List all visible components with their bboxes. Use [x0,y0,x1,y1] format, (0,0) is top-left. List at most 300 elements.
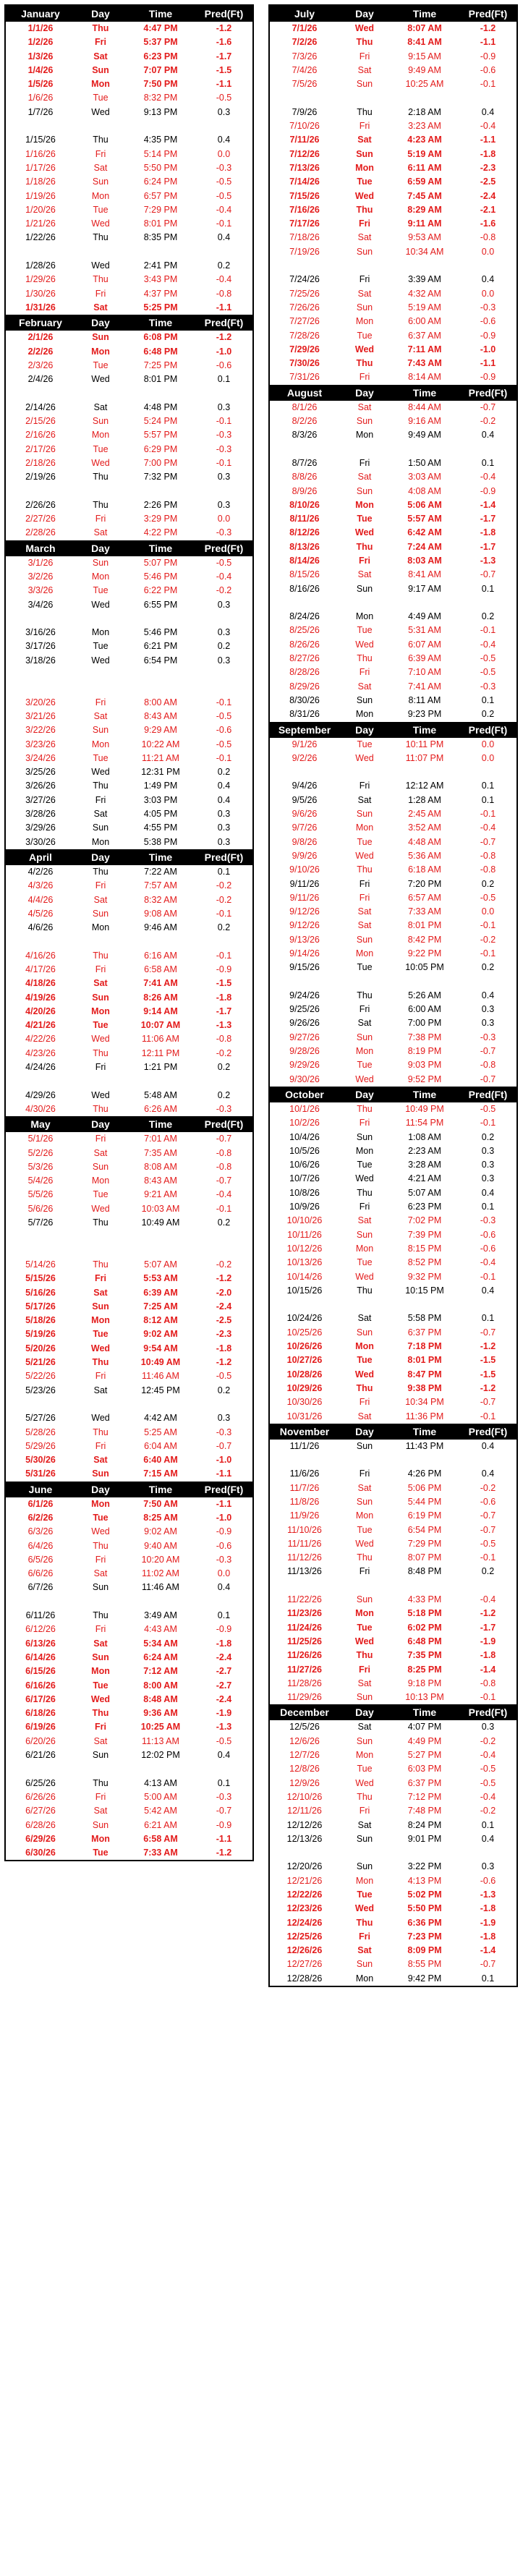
tide-row [270,1537,516,1551]
tide-date: 5/19/26 [25,1329,56,1340]
column-header-pred: Pred(Ft) [204,542,244,554]
tide-time: 8:55 PM [407,1959,442,1970]
tide-date: 4/19/26 [25,992,56,1003]
tide-day: Thu [357,1187,373,1198]
tide-prediction: 0.0 [481,246,495,257]
tide-date: 2/4/26 [27,374,54,385]
tide-row [6,91,252,105]
tide-prediction: 0.1 [481,794,495,805]
tide-time: 1:21 PM [143,1062,178,1073]
tide-day: Fri [359,1806,370,1816]
month-header [270,6,516,22]
tide-row [6,331,252,344]
tide-day: Wed [355,639,374,650]
tide-row [6,428,252,442]
tide-time: 5:07 AM [408,1187,441,1198]
tide-prediction: -2.7 [216,1666,232,1677]
tide-day: Sat [93,1385,108,1395]
tide-date: 12/21/26 [286,1875,323,1886]
tide-date: 8/25/26 [289,625,320,636]
tide-prediction: -1.8 [480,527,496,538]
month-section [270,385,516,722]
tide-time: 8:35 PM [143,232,178,243]
tide-prediction: -0.4 [216,571,232,582]
tide-prediction: 0.0 [217,1568,231,1579]
tide-day: Thu [93,472,109,483]
tide-time: 5:44 PM [407,1496,442,1507]
tide-row [270,989,516,1003]
tide-prediction: 0.2 [217,1062,231,1073]
tide-date: 12/23/26 [286,1903,323,1914]
tide-time: 5:19 AM [408,302,441,313]
tide-time: 9:16 AM [408,416,441,427]
tide-prediction: -0.1 [480,1118,496,1128]
tide-time: 9:42 PM [407,1973,442,1984]
tide-date: 6/27/26 [25,1806,56,1816]
tide-row [270,1045,516,1058]
tide-time: 2:18 AM [408,106,441,117]
tide-day: Fri [359,781,370,791]
tide-row [270,794,516,807]
tide-date: 2/3/26 [27,360,54,370]
tide-day: Mon [355,611,374,622]
tide-day: Fri [95,1624,106,1635]
tide-row [270,1509,516,1523]
blank-row [6,612,252,626]
tide-date: 6/28/26 [25,1819,56,1830]
tide-time: 8:14 AM [408,372,441,383]
tide-row [270,752,516,765]
tide-date: 6/2/26 [27,1512,54,1523]
tide-date: 3/24/26 [25,752,56,763]
tide-prediction: 0.3 [217,822,231,833]
tide-date: 6/21/26 [25,1750,56,1761]
tide-time: 9:46 AM [144,922,177,933]
tide-time: 5:25 PM [143,302,178,313]
tide-row [6,1314,252,1327]
tide-time: 6:04 AM [144,1440,177,1451]
tide-day: Sun [356,1229,373,1240]
tide-row [6,526,252,540]
blank-row [270,975,516,989]
tide-date: 6/11/26 [25,1610,56,1621]
tide-day: Sun [356,302,373,313]
tide-row [270,1720,516,1734]
tide-day: Tue [357,1355,373,1366]
tide-date: 2/27/26 [25,514,56,524]
tide-day: Mon [355,316,374,327]
tide-date: 10/1/26 [289,1103,320,1114]
month-section [6,1116,252,1481]
tide-row [6,1272,252,1285]
tide-day: Tue [93,1512,109,1523]
tide-time: 7:50 PM [143,79,178,90]
tide-row [6,359,252,373]
tide-row [270,1565,516,1578]
tide-time: 8:24 PM [407,1819,442,1830]
tide-date: 5/1/26 [27,1134,54,1144]
tide-date: 1/3/26 [27,51,54,61]
column-header-time: Time [148,851,173,863]
tide-prediction: -0.1 [216,908,232,919]
column-header-pred: Pred(Ft) [468,1425,508,1437]
tide-time: 8:03 AM [407,555,442,566]
tide-date: 6/25/26 [25,1777,56,1788]
tide-time: 6:57 PM [143,190,178,201]
tide-day: Tue [93,204,109,215]
tide-prediction: -1.1 [480,135,496,145]
tide-row [270,877,516,891]
tide-time: 11:36 PM [405,1411,444,1421]
tide-row [6,273,252,286]
tide-prediction: -1.3 [216,1020,232,1031]
tide-prediction: -1.2 [480,23,496,33]
tide-row [270,905,516,919]
tide-day: Mon [91,1833,110,1844]
tide-row [6,77,252,91]
tide-time: 3:49 AM [144,1610,177,1621]
tide-time: 4:33 PM [407,1594,442,1605]
tide-row [270,50,516,64]
tide-time: 6:23 PM [407,1202,442,1212]
tide-row [6,991,252,1005]
tide-day: Sat [357,920,372,931]
tide-time: 10:22 AM [141,739,180,749]
tide-date: 6/19/26 [25,1722,56,1733]
tide-day: Fri [95,1371,106,1382]
tide-prediction: -1.2 [216,1273,232,1284]
tide-date: 10/12/26 [286,1243,323,1254]
tide-time: 5:58 PM [407,1313,442,1324]
tide-date: 6/20/26 [25,1735,56,1746]
tide-prediction: -0.8 [480,850,496,861]
tide-prediction: -0.3 [480,302,496,313]
tide-row [270,933,516,947]
tide-time: 9:36 AM [143,1708,178,1719]
tide-day: Mon [91,346,110,357]
tide-date: 12/12/26 [286,1819,323,1830]
tide-prediction: -0.5 [480,1538,496,1549]
tide-date: 11/11/26 [287,1538,322,1549]
tide-prediction: -0.1 [480,1411,496,1421]
tide-row [6,345,252,359]
tide-date: 10/5/26 [289,1145,320,1156]
tide-day: Thu [357,1791,373,1802]
tide-row [6,259,252,273]
tide-row [6,1188,252,1202]
tide-date: 12/28/26 [286,1973,323,1984]
tide-time: 11:21 AM [142,752,179,763]
tide-time: 12:02 PM [141,1750,180,1761]
tide-row [6,1819,252,1832]
tide-date: 9/1/26 [292,739,318,749]
tide-prediction: 0.1 [217,866,231,877]
tide-time: 9:11 AM [407,218,442,229]
tide-row [270,133,516,147]
tide-time: 7:00 PM [407,1018,442,1029]
tide-time: 4:07 PM [407,1722,442,1733]
tide-prediction: -0.4 [216,274,232,285]
blank-row [270,1453,516,1467]
tide-time: 6:58 AM [144,964,177,974]
tide-row [6,1047,252,1060]
tide-row [270,148,516,161]
tide-date: 4/30/26 [25,1103,56,1114]
tide-row [6,1467,252,1481]
tide-row [270,217,516,231]
tide-day: Sat [357,135,372,145]
tide-date: 7/17/26 [289,218,320,229]
tide-prediction: 0.3 [217,1413,231,1424]
tide-row [270,638,516,652]
tide-row [6,456,252,470]
tide-day: Mon [91,1666,110,1677]
tide-time: 5:00 AM [144,1791,177,1802]
tide-row [270,779,516,793]
tide-day: Sun [356,416,373,427]
tide-day: Thu [356,37,373,48]
tide-row [270,1073,516,1087]
tide-prediction: -0.8 [480,1678,496,1688]
tide-prediction: 0.3 [217,599,231,610]
tide-date: 10/26/26 [286,1341,323,1352]
tide-time: 11:07 PM [405,752,444,763]
tide-time: 9:14 AM [143,1006,178,1016]
tide-date: 1/5/26 [27,79,54,90]
tide-time: 1:28 AM [408,794,441,805]
tide-prediction: 0.1 [481,457,495,468]
tide-day: Thu [93,1427,109,1437]
tide-prediction: 0.4 [481,274,495,285]
tide-row [6,1735,252,1748]
tide-row [6,1089,252,1102]
tide-day: Sat [357,1722,372,1733]
tide-day: Fri [359,1468,370,1479]
tide-date: 11/29/26 [287,1692,322,1703]
tide-date: 9/9/26 [292,850,318,861]
tide-row [270,707,516,721]
tide-time: 7:29 PM [407,1538,442,1549]
tide-prediction: -1.5 [480,1355,496,1366]
tide-time: 5:25 AM [144,1427,177,1437]
tide-row [6,710,252,723]
tide-date: 10/6/26 [289,1160,320,1170]
tide-row [270,1172,516,1186]
column-header-pred: Pred(Ft) [468,386,508,399]
tide-row [270,35,516,49]
tide-row [270,610,516,624]
tide-date: 5/28/26 [25,1427,56,1437]
tide-day: Fri [95,1791,106,1802]
tide-day: Fri [95,794,106,805]
tide-row [270,1777,516,1790]
tide-prediction: -1.1 [216,1468,232,1479]
tide-day: Wed [91,655,110,666]
tide-date: 7/19/26 [289,246,320,257]
tide-prediction: -2.3 [480,162,496,173]
tide-date: 10/31/26 [286,1411,323,1421]
tide-prediction: -0.6 [216,360,232,370]
tide-day: Sat [357,1945,372,1956]
tide-date: 8/16/26 [289,583,320,594]
tide-prediction: 0.4 [217,232,231,243]
tide-prediction: 0.3 [481,1018,495,1029]
tide-prediction: 0.4 [217,1582,231,1593]
tide-prediction: -0.8 [480,1060,496,1071]
tide-row [6,1202,252,1216]
tide-prediction: 0.4 [481,1440,495,1451]
tide-date: 9/6/26 [292,809,318,820]
tide-day: Mon [355,709,374,720]
tide-date: 8/11/26 [289,514,320,524]
tide-date: 3/18/26 [25,655,56,666]
tide-day: Sun [92,1819,109,1830]
tide-prediction: -1.5 [480,1369,496,1380]
tide-prediction: -0.3 [216,527,232,538]
tide-day: Wed [91,1413,110,1424]
tide-row [6,498,252,512]
tide-date: 5/20/26 [25,1343,56,1353]
tide-time: 7:12 PM [407,1791,442,1802]
tide-time: 9:17 AM [408,583,441,594]
tide-row [270,526,516,540]
tide-day: Wed [354,344,375,354]
blank-row [6,668,252,681]
tide-prediction: 0.3 [481,1145,495,1156]
tide-date: 11/23/26 [287,1608,322,1619]
tide-time: 6:07 AM [408,639,441,650]
tide-prediction: -2.3 [216,1329,232,1340]
blank-row [6,245,252,259]
tide-time: 7:50 AM [143,1498,178,1509]
tide-date: 4/6/26 [27,922,54,933]
tide-prediction: 0.2 [481,611,495,622]
tide-prediction: 0.2 [217,922,231,933]
tide-day: Wed [355,850,374,861]
tide-time: 5:07 AM [144,1259,177,1270]
tide-time: 8:08 AM [144,1161,177,1172]
tide-date: 4/20/26 [25,1006,56,1016]
column-header-pred: Pred(Ft) [468,723,508,736]
tide-row [270,1340,516,1353]
tide-time: 5:50 PM [407,1903,442,1914]
tide-prediction: -0.7 [480,1074,496,1084]
tide-time: 5:06 PM [407,1482,442,1493]
tide-day: Tue [93,360,109,370]
tide-date: 2/18/26 [25,457,56,468]
tide-day: Thu [357,1552,373,1563]
tide-date: 1/20/26 [25,204,56,215]
tide-prediction: -0.5 [216,190,232,201]
tide-prediction: 0.3 [217,401,231,412]
tide-row [6,1651,252,1665]
tide-day: Fri [95,148,106,159]
tide-day: Fri [359,372,370,383]
tide-date: 9/11/26 [289,878,320,889]
tide-time: 6:22 PM [143,585,178,596]
tide-day: Sun [92,1582,109,1593]
tide-prediction: -0.3 [480,681,496,692]
tide-row [270,329,516,343]
tide-row [270,106,516,119]
tide-prediction: -1.3 [480,1890,496,1900]
tide-prediction: -0.4 [480,121,496,132]
tide-row [6,821,252,835]
tide-time: 12:45 PM [141,1385,180,1395]
tide-row [6,794,252,807]
tide-prediction: 0.2 [481,1131,495,1142]
tide-prediction: -1.4 [480,499,496,510]
tide-time: 9:03 PM [407,1060,442,1071]
tide-row [270,738,516,752]
tide-day: Sat [357,472,372,483]
tide-prediction: 0.4 [481,1833,495,1844]
tide-day: Sun [92,822,109,833]
tide-row [270,1888,516,1902]
tide-row [270,1031,516,1045]
tide-day: Fri [359,1931,370,1942]
tide-day: Thu [356,204,373,215]
tide-time: 10:25 AM [140,1722,181,1733]
tide-prediction: -0.4 [480,1750,496,1761]
month-name: February [19,317,62,329]
tide-time: 9:52 PM [407,1074,442,1084]
tide-time: 5:26 AM [408,990,441,1000]
tide-prediction: -0.9 [480,330,496,341]
tide-date: 7/1/26 [292,23,318,33]
tide-time: 9:49 AM [408,430,441,441]
tide-time: 5:48 AM [144,1089,177,1100]
tide-day: Fri [95,880,106,891]
tide-prediction: -0.7 [216,1806,232,1816]
tide-time: 9:13 PM [143,106,178,117]
tide-day: Mon [355,1145,374,1156]
tide-row [6,1665,252,1678]
tide-date: 5/29/26 [25,1440,56,1451]
tide-day: Thu [92,1708,109,1719]
tide-date: 9/8/26 [292,836,318,847]
tide-date: 9/7/26 [292,822,318,833]
tide-row [270,1790,516,1804]
tide-day: Sun [92,1652,109,1662]
tide-row [6,1258,252,1272]
tide-row [270,1874,516,1888]
tide-time: 7:33 AM [143,1848,178,1858]
tide-prediction: -0.6 [480,1875,496,1886]
tide-row [270,1200,516,1214]
tide-date: 9/15/26 [289,962,320,973]
tide-time: 4:48 AM [408,836,441,847]
tide-time: 7:43 AM [407,358,442,369]
tide-day: Wed [355,752,374,763]
tide-row [270,77,516,91]
tide-prediction: -1.2 [480,1608,496,1619]
tide-time: 11:02 AM [142,1568,179,1579]
tide-time: 7:33 AM [408,906,441,917]
tide-time: 9:01 PM [407,1833,442,1844]
tide-day: Sat [93,710,108,721]
tide-day: Thu [93,866,109,877]
tide-day: Wed [355,1173,374,1184]
tide-row [6,1846,252,1860]
tide-row [6,1426,252,1440]
tide-row [270,1102,516,1116]
tide-prediction: -0.7 [480,1046,496,1057]
tide-row [6,443,252,456]
tide-prediction: -0.7 [480,836,496,847]
tide-row [6,879,252,893]
tide-row [270,1440,516,1453]
